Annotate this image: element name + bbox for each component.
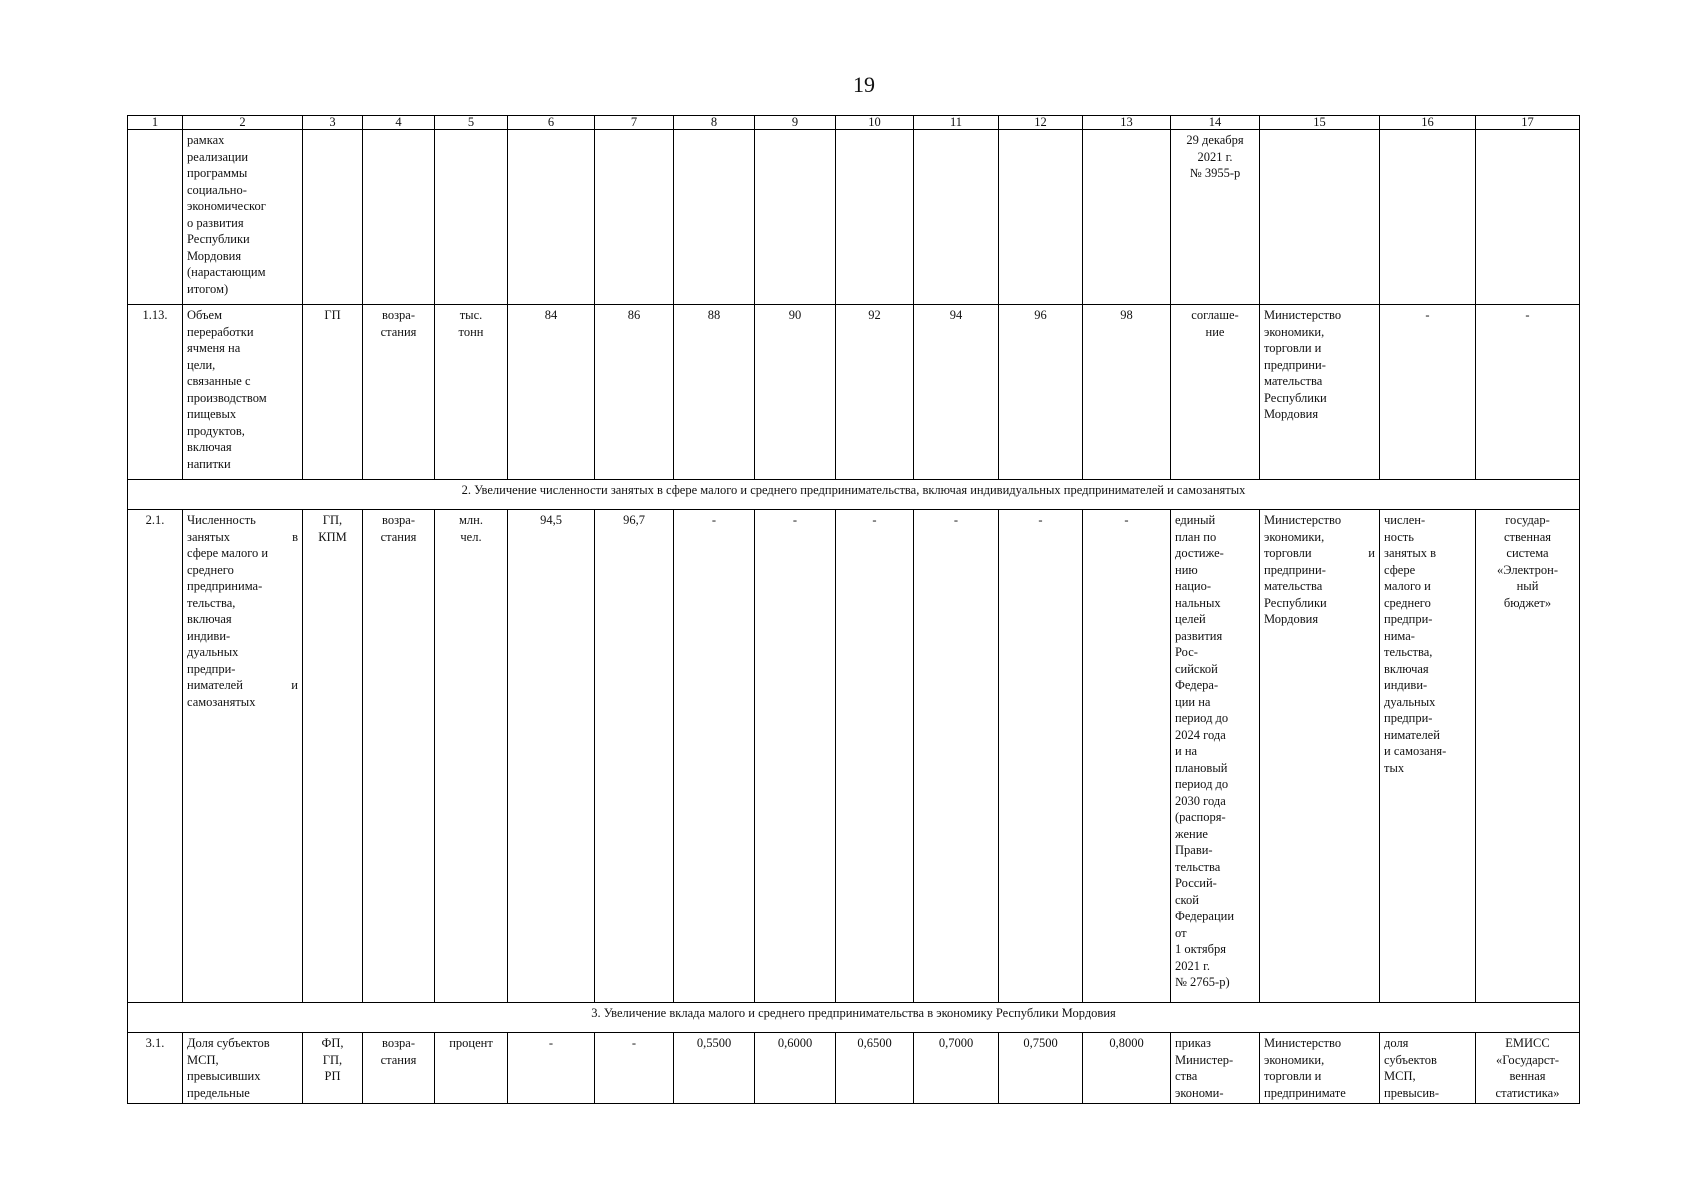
text-line: ный	[1516, 579, 1539, 593]
text-line: и на	[1175, 744, 1198, 758]
indicator-name: Численность занятых в сфере малого и среднего предпринима- тельства, включая индиви- дуальных предпри- нимателей и самозанятых	[183, 510, 303, 1003]
text-line: мательства	[1264, 374, 1323, 388]
value-cell: 94	[914, 305, 999, 480]
value-cell: 88	[674, 305, 755, 480]
text-line: дуальных	[187, 645, 239, 659]
column-number-13: 13	[1083, 116, 1171, 130]
column-numbers-row	[128, 116, 1580, 130]
unit: процент	[435, 1033, 508, 1104]
basis-document	[1171, 510, 1260, 1003]
text-line: 2030 года	[1175, 793, 1226, 808]
column-number-14: 14	[1171, 116, 1260, 130]
text-line: цели,	[187, 357, 216, 372]
text-line: торговли и	[1264, 341, 1322, 355]
text-line: и самозаня-	[1384, 744, 1447, 758]
text-line: Федерации	[1175, 909, 1235, 923]
section-heading-row	[128, 1003, 1580, 1033]
text-line: единый	[1175, 513, 1216, 527]
text-line: бюджет»	[1503, 595, 1552, 610]
value-cell: -	[674, 510, 755, 1003]
column-number-12: 12	[999, 116, 1083, 130]
text-line: № 2765-р)	[1175, 975, 1230, 989]
column-number-17: 17	[1476, 116, 1580, 130]
section-heading: 2. Увеличение численности занятых в сфере малого и среднего предпринимательства, включая индивидуальных предпринимателей и самозанятых	[128, 480, 1580, 510]
text-line: достиже-	[1175, 546, 1224, 560]
text-line: возра-	[382, 513, 415, 527]
text-line: Доля субъектов	[187, 1036, 270, 1050]
text-line: производством	[187, 390, 267, 405]
value-cell: -	[508, 1033, 595, 1104]
responsible-body	[1260, 305, 1380, 480]
row-number: 1.13.	[128, 305, 183, 480]
responsible-body	[1260, 1033, 1380, 1104]
text-line: венная	[1509, 1069, 1546, 1083]
value-cell: 0,7500	[999, 1033, 1083, 1104]
text-line: числен-	[1384, 513, 1426, 527]
text-line: от	[1175, 925, 1187, 940]
indicator-name	[183, 130, 303, 305]
text-line: дуальных	[1384, 694, 1436, 709]
text-line: соглаше-	[1191, 308, 1239, 322]
text-line: № 3955-р	[1189, 166, 1241, 180]
text-line: Объем	[187, 308, 222, 322]
text-line: предпри-	[187, 661, 236, 676]
text-line: включая	[187, 440, 232, 454]
value-cell: 0,7000	[914, 1033, 999, 1104]
trend	[363, 305, 435, 480]
text-line: о развития	[187, 215, 244, 230]
level-code	[303, 1033, 363, 1104]
text-line: плановый	[1175, 760, 1228, 775]
text-line: Прави-	[1175, 843, 1213, 857]
text-line: ства	[1175, 1069, 1198, 1083]
cell-16: -	[1380, 305, 1476, 480]
row-number: 2.1.	[128, 510, 183, 1003]
unit	[435, 510, 508, 1003]
text-line: тельства,	[187, 595, 236, 610]
text-line: экономики,	[1264, 1052, 1325, 1067]
text-line: ячменя на	[187, 341, 241, 355]
text-line: рамках	[187, 133, 225, 147]
column-number-9: 9	[755, 116, 836, 130]
text-line: предприни-	[1264, 357, 1326, 372]
indicator-name	[183, 305, 303, 480]
text-line: 2021 г.	[1175, 958, 1210, 973]
text-line: «Государст-	[1495, 1052, 1560, 1067]
text-line: ской	[1175, 892, 1199, 907]
text-line: тых	[1384, 760, 1405, 775]
trend	[363, 510, 435, 1003]
page-number: 19	[853, 72, 875, 97]
text-line: Республики	[187, 232, 250, 246]
column-number-15: 15	[1260, 116, 1380, 130]
value-cell: 96,7	[595, 510, 674, 1003]
text-line: нию	[1175, 562, 1198, 577]
text-line: торговли и	[1264, 1069, 1322, 1083]
text-line: продуктов,	[187, 423, 245, 438]
text-line: превысивших	[187, 1069, 261, 1083]
column-number-7: 7	[595, 116, 674, 130]
text-line: период до	[1175, 711, 1229, 725]
text-line: Мордовия	[1264, 612, 1319, 626]
section-heading: 3. Увеличение вклада малого и среднего предпринимательства в экономику Республики Мордовия	[128, 1003, 1580, 1033]
value-cell: 0,8000	[1083, 1033, 1171, 1104]
text-line: стания	[380, 529, 417, 544]
text-line: итогом)	[187, 281, 229, 296]
text-line: индиви-	[187, 628, 231, 643]
text-line: экономическог	[187, 199, 266, 213]
column-number-11: 11	[914, 116, 999, 130]
text-line: тельства	[1175, 859, 1221, 874]
text-line: предпри-	[1384, 711, 1433, 725]
text-line: ГП,	[322, 513, 343, 527]
value-cell: 94,5	[508, 510, 595, 1003]
text-line: стания	[380, 324, 417, 339]
value-cell: 90	[755, 305, 836, 480]
text-line: включая	[1384, 661, 1429, 676]
text-line: предприни-	[1264, 562, 1326, 577]
text-line: Рос-	[1175, 645, 1198, 659]
text-line: нальных	[1175, 595, 1221, 610]
text-line: пищевых	[187, 407, 237, 421]
text-line: доля	[1384, 1036, 1409, 1050]
value-cell: 0,5500	[674, 1033, 755, 1104]
text-line: занятых в	[1384, 546, 1437, 560]
cell-num	[128, 130, 183, 305]
trend	[363, 1033, 435, 1104]
value-cell: 92	[836, 305, 914, 480]
value-cell: 96	[999, 305, 1083, 480]
text-line: сийской	[1175, 661, 1218, 676]
text-line: Министерство	[1264, 1036, 1342, 1050]
unit	[435, 305, 508, 480]
text-line: чел.	[460, 529, 482, 544]
text-line: тонн	[458, 324, 484, 339]
text-line: приказ	[1175, 1036, 1211, 1050]
text-line: ность	[1384, 529, 1414, 544]
text-line: КПМ	[318, 529, 347, 544]
indicators-table	[127, 115, 1580, 1104]
text-line: система	[1506, 546, 1549, 560]
text-line: реализации	[187, 149, 249, 164]
text-line: ЕМИСС	[1505, 1036, 1550, 1050]
text-line: предпри-	[1384, 612, 1433, 626]
text-line: программы	[187, 166, 248, 180]
text-line: переработки	[187, 324, 254, 339]
text-line: период до	[1175, 777, 1229, 791]
text-line: Россий-	[1175, 876, 1217, 890]
row-number: 3.1.	[128, 1033, 183, 1104]
text-line: индиви-	[1384, 678, 1428, 692]
value-cell: -	[999, 510, 1083, 1003]
text-line: Республики	[1264, 595, 1327, 610]
level-code: ГП	[303, 305, 363, 480]
text-line: среднего	[1384, 595, 1431, 610]
text-line: млн.	[459, 513, 483, 527]
value-cell: 86	[595, 305, 674, 480]
value-cell: 0,6500	[836, 1033, 914, 1104]
column-number-10: 10	[836, 116, 914, 130]
text-line: Мордовия	[1264, 407, 1319, 421]
text-line: нимателей	[1384, 727, 1440, 742]
text-line: предпринима-	[187, 579, 263, 593]
table-row	[128, 130, 1580, 305]
text-line: тыс.	[459, 308, 483, 322]
text-line: экономики,	[1264, 324, 1325, 339]
text-line: предпринимате	[1264, 1085, 1346, 1100]
text-line: мательства	[1264, 579, 1323, 593]
text-line: РП	[324, 1069, 341, 1083]
value-cell: 84	[508, 305, 595, 480]
column-number-5: 5	[435, 116, 508, 130]
basis-document	[1171, 1033, 1260, 1104]
text-line: Мордовия	[187, 248, 242, 263]
text-line: ФП,	[321, 1036, 344, 1050]
value-cell: 0,6000	[755, 1033, 836, 1104]
text-line: развития	[1175, 628, 1223, 643]
text-line: включая	[187, 612, 232, 626]
level-code	[303, 510, 363, 1003]
table-row	[128, 305, 1580, 480]
text-line: превысив-	[1384, 1085, 1440, 1100]
text-line: МСП,	[1384, 1069, 1416, 1083]
text-line: Республики	[1264, 390, 1327, 405]
text-line: ГП,	[322, 1052, 343, 1067]
table-row	[128, 1033, 1580, 1104]
text-line: сфере малого и	[187, 546, 269, 560]
cell-17	[1476, 510, 1580, 1003]
value-cell: -	[836, 510, 914, 1003]
value-cell: -	[914, 510, 999, 1003]
text-line: жение	[1175, 826, 1208, 841]
text-line: среднего	[187, 562, 234, 577]
text-line: нацио-	[1175, 579, 1212, 593]
text-line: предельные	[187, 1085, 250, 1100]
value-cell: -	[595, 1033, 674, 1104]
text-line: 1 октября	[1175, 942, 1226, 956]
text-line: социально-	[187, 182, 247, 197]
text-line: субъектов	[1384, 1052, 1437, 1067]
indicator-name	[183, 1033, 303, 1104]
cell-17	[1476, 1033, 1580, 1104]
text-line: возра-	[382, 308, 415, 322]
text-line: напитки	[187, 456, 231, 471]
text-line: «Электрон-	[1497, 562, 1558, 577]
text-line: Министерство	[1264, 308, 1342, 322]
section-heading-row	[128, 480, 1580, 510]
text-line: 2024 года	[1175, 727, 1226, 742]
cell-16	[1380, 1033, 1476, 1104]
text-line: Федера-	[1175, 678, 1219, 692]
column-number-16: 16	[1380, 116, 1476, 130]
cell-16	[1380, 510, 1476, 1003]
text-line: государ-	[1505, 513, 1550, 527]
basis-document	[1171, 305, 1260, 480]
text-line: план по	[1175, 529, 1217, 544]
column-number-6: 6	[508, 116, 595, 130]
text-line: нима-	[1384, 628, 1415, 643]
column-number-2: 2	[183, 116, 303, 130]
text-line: 29 декабря	[1186, 133, 1244, 147]
text-line: стания	[380, 1052, 417, 1067]
text-line: МСП,	[187, 1052, 219, 1067]
text-line: экономи-	[1175, 1085, 1224, 1100]
responsible-body: Министерство экономики, торговли и предприни- мательства Республики Мордовия	[1260, 510, 1380, 1003]
text-line: возра-	[382, 1036, 415, 1050]
text-line: малого и	[1384, 579, 1431, 593]
value-cell: -	[1083, 510, 1171, 1003]
value-cell: 98	[1083, 305, 1171, 480]
text-line: целей	[1175, 612, 1206, 626]
column-number-8: 8	[674, 116, 755, 130]
text-line: ственная	[1503, 529, 1552, 544]
column-number-4: 4	[363, 116, 435, 130]
text-line: сфере	[1384, 562, 1416, 577]
cell-17: -	[1476, 305, 1580, 480]
basis-document	[1171, 130, 1260, 305]
text-line: Министер-	[1175, 1052, 1234, 1067]
text-line: тельства,	[1384, 645, 1433, 659]
text-line: ции на	[1175, 694, 1211, 709]
text-line: 2021 г.	[1197, 149, 1233, 164]
value-cell: -	[755, 510, 836, 1003]
text-line: ние	[1205, 324, 1225, 339]
text-line: (нарастающим	[187, 265, 266, 279]
column-number-3: 3	[303, 116, 363, 130]
column-number-1: 1	[128, 116, 183, 130]
text-line: связанные с	[187, 374, 251, 388]
table-row	[128, 510, 1580, 1003]
text-line: (распоря-	[1175, 810, 1226, 824]
text-line: статистика»	[1495, 1085, 1560, 1100]
